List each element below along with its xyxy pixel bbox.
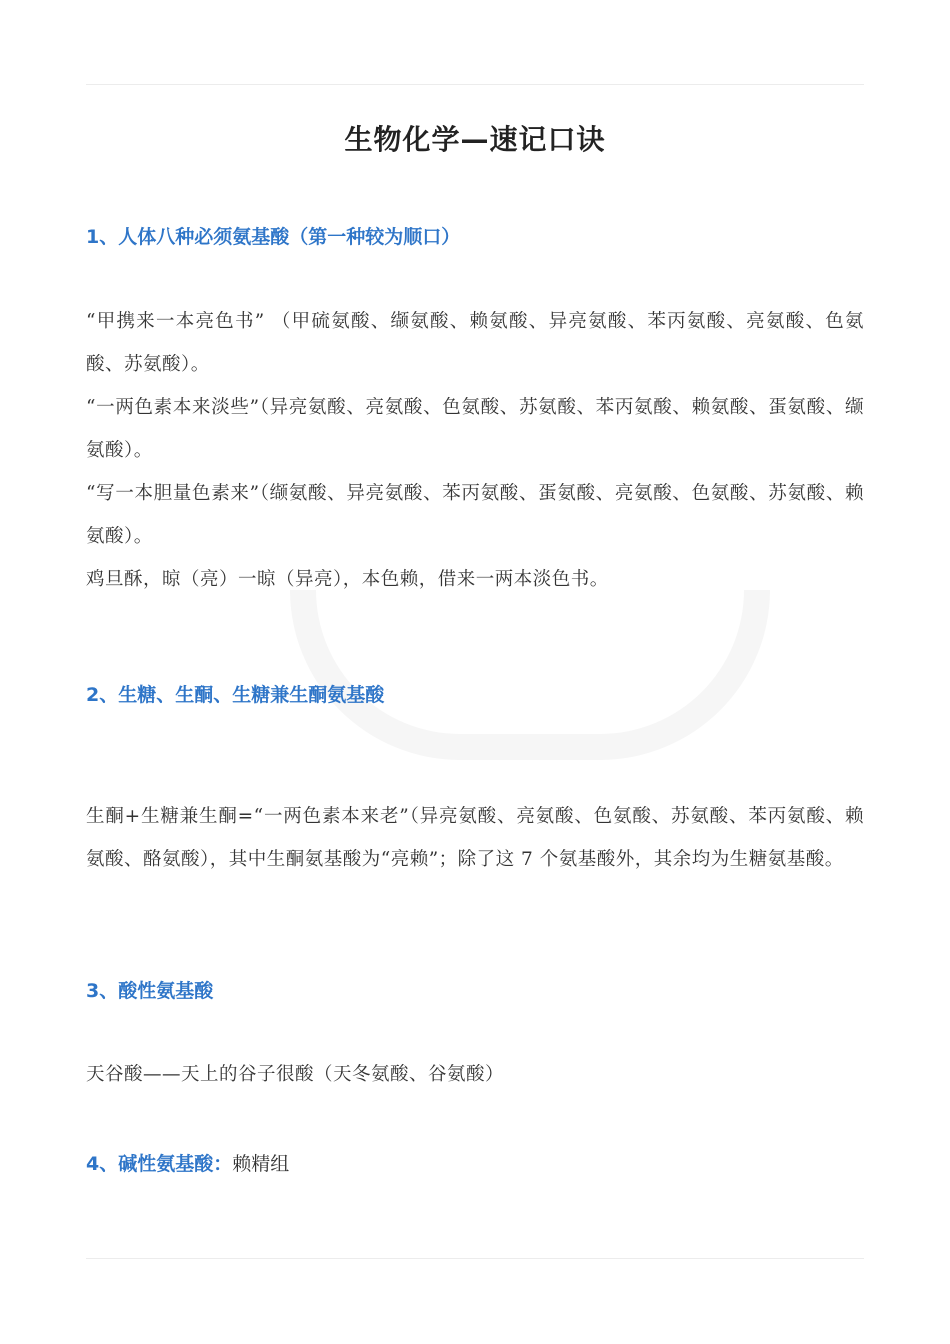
mnemonic-line-3: “写一本胆量色素来”（缬氨酸、异亮氨酸、苯丙氨酸、蛋氨酸、亮氨酸、色氨酸、苏氨酸、赖氨酸）。 xyxy=(86,483,864,547)
section-3-body xyxy=(86,1053,864,1096)
mnemonic-line-1: “甲携来一本亮色书” （甲硫氨酸、缬氨酸、赖氨酸、异亮氨酸、苯丙氨酸、亮氨酸、色氨酸、苏氨酸）。 xyxy=(86,311,864,375)
section-3-line-1: 天谷酸——天上的谷子很酸（天冬氨酸、谷氨酸） xyxy=(86,1064,505,1085)
section-1-body xyxy=(86,300,864,601)
section-4-heading-answer: 赖精组 xyxy=(232,1153,290,1175)
section-4-heading xyxy=(86,1149,289,1176)
top-divider xyxy=(86,84,864,85)
bottom-divider xyxy=(86,1258,864,1259)
section-2-body xyxy=(86,795,864,881)
mnemonic-line-4: 鸡旦酥，晾（亮）一晾（异亮），本色赖，借来一两本淡色书。 xyxy=(86,569,609,590)
section-2-line-1: 生酮+生糖兼生酮=“一两色素本来老”（异亮氨酸、亮氨酸、色氨酸、苏氨酸、苯丙氨酸、赖氨酸、酪氨酸），其中生酮氨基酸为“亮赖”；除了这 7 个氨基酸外，其余均为生糖氨基酸。 xyxy=(86,806,864,870)
section-2-heading: 2、生糖、生酮、生糖兼生酮氨基酸 xyxy=(86,684,385,706)
section-1-heading: 1、人体八种必须氨基酸（第一种较为顺口） xyxy=(86,226,461,248)
watermark-logo xyxy=(290,590,770,760)
mnemonic-line-2: “一两色素本来淡些”（异亮氨酸、亮氨酸、色氨酸、苏氨酸、苯丙氨酸、赖氨酸、蛋氨酸、缬氨酸）。 xyxy=(86,397,864,461)
section-3-heading: 3、酸性氨基酸 xyxy=(86,980,214,1002)
page-title: 生物化学—速记口诀 xyxy=(344,123,606,156)
section-4-heading-label: 4、碱性氨基酸： xyxy=(86,1153,233,1175)
